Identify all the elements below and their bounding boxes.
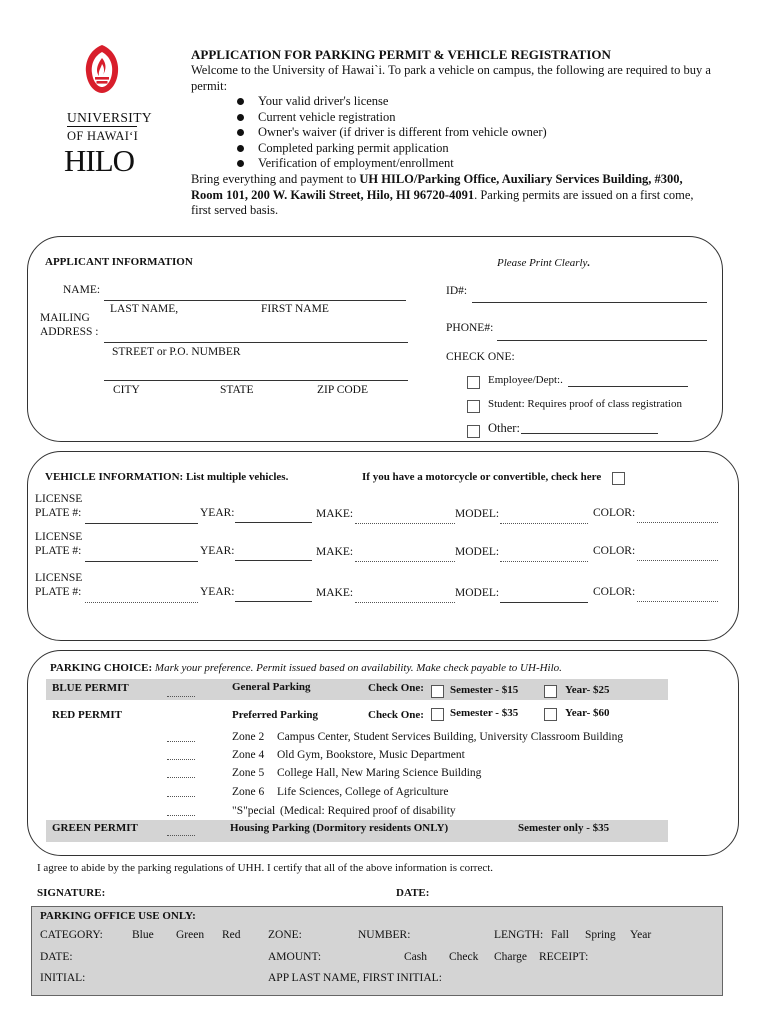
bring-line-1: Bring everything and payment to UH HILO/Parking Office, Auxiliary Services Building, #300, [191, 172, 683, 186]
blue-permit-field[interactable] [167, 696, 195, 697]
plate-label: PLATE #: [35, 545, 82, 557]
student-label: Student: Requires proof of class registration [488, 398, 682, 410]
office-category: CATEGORY: [40, 929, 103, 941]
logo-hilo: HILO [64, 143, 135, 178]
red-permit-label: RED PERMIT [52, 709, 122, 721]
blue-semester-checkbox[interactable] [431, 685, 444, 698]
intro-line-1: Welcome to the University of Hawai`i. To park a vehicle on campus, the following are required to buy a [191, 63, 711, 77]
zone-desc: Life Sciences, College of Agriculture [277, 786, 449, 798]
zone-field[interactable] [167, 796, 195, 797]
zone-name: "S"pecial [232, 805, 276, 817]
general-parking-label: General Parking [232, 681, 311, 693]
zone-field[interactable] [167, 777, 195, 778]
make-field[interactable] [355, 602, 455, 603]
phone-field[interactable] [497, 340, 707, 341]
phone-label: PHONE#: [446, 322, 494, 334]
print-clearly-note: Please Print Clearly. [497, 257, 591, 269]
office-app-last-name: APP LAST NAME, FIRST INITIAL: [268, 972, 442, 984]
license-label: LICENSE [35, 531, 83, 543]
model-field[interactable] [500, 602, 588, 603]
color-field[interactable] [637, 560, 718, 561]
logo-university: UNIVERSITY [67, 110, 152, 125]
signature-label: SIGNATURE: [37, 887, 106, 899]
other-field[interactable] [521, 433, 658, 434]
zone-name: Zone 4 [232, 749, 265, 761]
red-year-checkbox[interactable] [544, 708, 557, 721]
green-permit-field[interactable] [167, 835, 195, 836]
agreement-text: I agree to abide by the parking regulations of UHH. I certify that all of the above information is correct. [37, 862, 494, 874]
blue-permit-label: BLUE PERMIT [52, 682, 129, 694]
employee-label: Employee/Dept:. [488, 374, 563, 386]
year-label: YEAR: [200, 545, 235, 557]
office-initial: INITIAL: [40, 972, 86, 984]
id-field[interactable] [472, 302, 707, 303]
license-label: LICENSE [35, 493, 83, 505]
red-semester-label: Semester - $35 [450, 707, 519, 719]
office-number: NUMBER: [358, 929, 411, 941]
office-fall: Fall [551, 929, 569, 941]
list-item: Completed parking permit application [258, 141, 449, 155]
list-item: Verification of employment/enrollment [258, 156, 454, 170]
year-field[interactable] [235, 601, 312, 602]
city-state-zip-field[interactable] [104, 380, 408, 381]
housing-parking-label: Housing Parking (Dormitory residents ONLY) [230, 822, 449, 834]
color-label: COLOR: [593, 586, 636, 598]
blue-year-label: Year- $25 [565, 684, 610, 696]
red-semester-checkbox[interactable] [431, 708, 444, 721]
zone-name: Zone 5 [232, 767, 265, 779]
parking-heading: PARKING CHOICE: Mark your preference. Permit issued based on availability. Make check payable to UH-Hilo. [50, 662, 562, 674]
color-field[interactable] [637, 522, 718, 523]
plate-label: PLATE #: [35, 507, 82, 519]
red-check-one-label: Check One: [368, 709, 424, 721]
zone-name: Zone 2 [232, 731, 265, 743]
first-name-caption: FIRST NAME [261, 303, 329, 315]
motorcycle-checkbox[interactable] [612, 472, 625, 485]
city-caption: CITY [113, 384, 140, 396]
name-field[interactable] [104, 300, 406, 301]
state-caption: STATE [220, 384, 254, 396]
model-label: MODEL: [455, 587, 500, 599]
other-checkbox[interactable] [467, 425, 480, 438]
make-field[interactable] [355, 523, 455, 524]
make-label: MAKE: [316, 546, 354, 558]
list-item: Your valid driver's license [258, 94, 389, 108]
office-year: Year [630, 929, 652, 941]
plate-label: PLATE #: [35, 586, 82, 598]
model-field[interactable] [500, 523, 588, 524]
zone-desc: Old Gym, Bookstore, Music Department [277, 749, 465, 761]
form-title: APPLICATION FOR PARKING PERMIT & VEHICLE REGISTRATION [191, 47, 611, 62]
make-label: MAKE: [316, 587, 354, 599]
zone-desc: College Hall, New Maring Science Building [277, 767, 482, 779]
office-red: Red [222, 929, 241, 941]
year-label: YEAR: [200, 586, 235, 598]
zone-desc: Campus Center, Student Services Building, University Classroom Building [277, 731, 624, 743]
office-length: LENGTH: [494, 929, 544, 941]
date-label: DATE: [396, 887, 430, 899]
office-green: Green [176, 929, 205, 941]
make-label: MAKE: [316, 508, 354, 520]
office-heading: PARKING OFFICE USE ONLY: [40, 910, 196, 922]
check-one-label: CHECK ONE: [446, 351, 515, 363]
mailing-label: MAILING [40, 312, 90, 324]
office-date: DATE: [40, 951, 73, 963]
office-receipt: RECEIPT: [539, 951, 589, 963]
model-label: MODEL: [455, 546, 500, 558]
blue-semester-label: Semester - $15 [450, 684, 519, 696]
address-label: ADDRESS : [40, 326, 99, 338]
year-label: YEAR: [200, 507, 235, 519]
bring-line-2: Room 101, 200 W. Kawili Street, Hilo, HI 96720-4091. Parking permits are issued on a first come, [191, 188, 694, 202]
office-check: Check [449, 951, 479, 963]
student-checkbox[interactable] [467, 400, 480, 413]
blue-year-checkbox[interactable] [544, 685, 557, 698]
zone-field[interactable] [167, 815, 195, 816]
green-permit-label: GREEN PERMIT [52, 822, 138, 834]
office-zone: ZONE: [268, 929, 302, 941]
preferred-parking-label: Preferred Parking [232, 709, 319, 721]
year-field[interactable] [235, 560, 312, 561]
zone-field[interactable] [167, 759, 195, 760]
street-caption: STREET or P.O. NUMBER [112, 346, 241, 358]
motorcycle-label: If you have a motorcycle or convertible, check here [362, 471, 602, 483]
zip-caption: ZIP CODE [317, 384, 369, 396]
office-amount: AMOUNT: [268, 951, 322, 963]
color-label: COLOR: [593, 507, 636, 519]
red-year-label: Year- $60 [565, 707, 610, 719]
bring-line-3: first served basis. [191, 203, 279, 217]
plate-field[interactable] [85, 523, 198, 524]
applicant-heading: APPLICANT INFORMATION [45, 256, 193, 268]
vehicle-heading: VEHICLE INFORMATION: List multiple vehicles. [45, 471, 289, 483]
plate-field[interactable] [85, 602, 198, 603]
color-label: COLOR: [593, 545, 636, 557]
zone-desc: (Medical: Required proof of disability [280, 805, 456, 817]
intro-line-2: permit: [191, 79, 228, 93]
office-cash: Cash [404, 951, 427, 963]
last-name-caption: LAST NAME, [110, 303, 179, 315]
office-blue: Blue [132, 929, 154, 941]
logo-of-hawaii: OF HAWAI‘I [67, 129, 139, 143]
model-label: MODEL: [455, 508, 500, 520]
office-charge: Charge [494, 951, 528, 963]
semester-only-label: Semester only - $35 [518, 822, 610, 834]
flame-emblem-icon [84, 44, 120, 94]
employee-checkbox[interactable] [467, 376, 480, 389]
make-field[interactable] [355, 561, 455, 562]
color-field[interactable] [637, 601, 718, 602]
model-field[interactable] [500, 561, 588, 562]
license-label: LICENSE [35, 572, 83, 584]
other-label: Other: [488, 421, 520, 435]
zone-field[interactable] [167, 741, 195, 742]
plate-field[interactable] [85, 561, 198, 562]
employee-dept-field[interactable] [568, 386, 688, 387]
zone-name: Zone 6 [232, 786, 265, 798]
year-field[interactable] [235, 522, 312, 523]
office-spring: Spring [585, 929, 616, 941]
list-item: Current vehicle registration [258, 110, 396, 124]
id-label: ID#: [446, 285, 468, 297]
blue-check-one-label: Check One: [368, 682, 424, 694]
street-field[interactable] [104, 342, 408, 343]
list-item: Owner's waiver (if driver is different from vehicle owner) [258, 125, 547, 139]
name-label: NAME: [63, 284, 101, 296]
